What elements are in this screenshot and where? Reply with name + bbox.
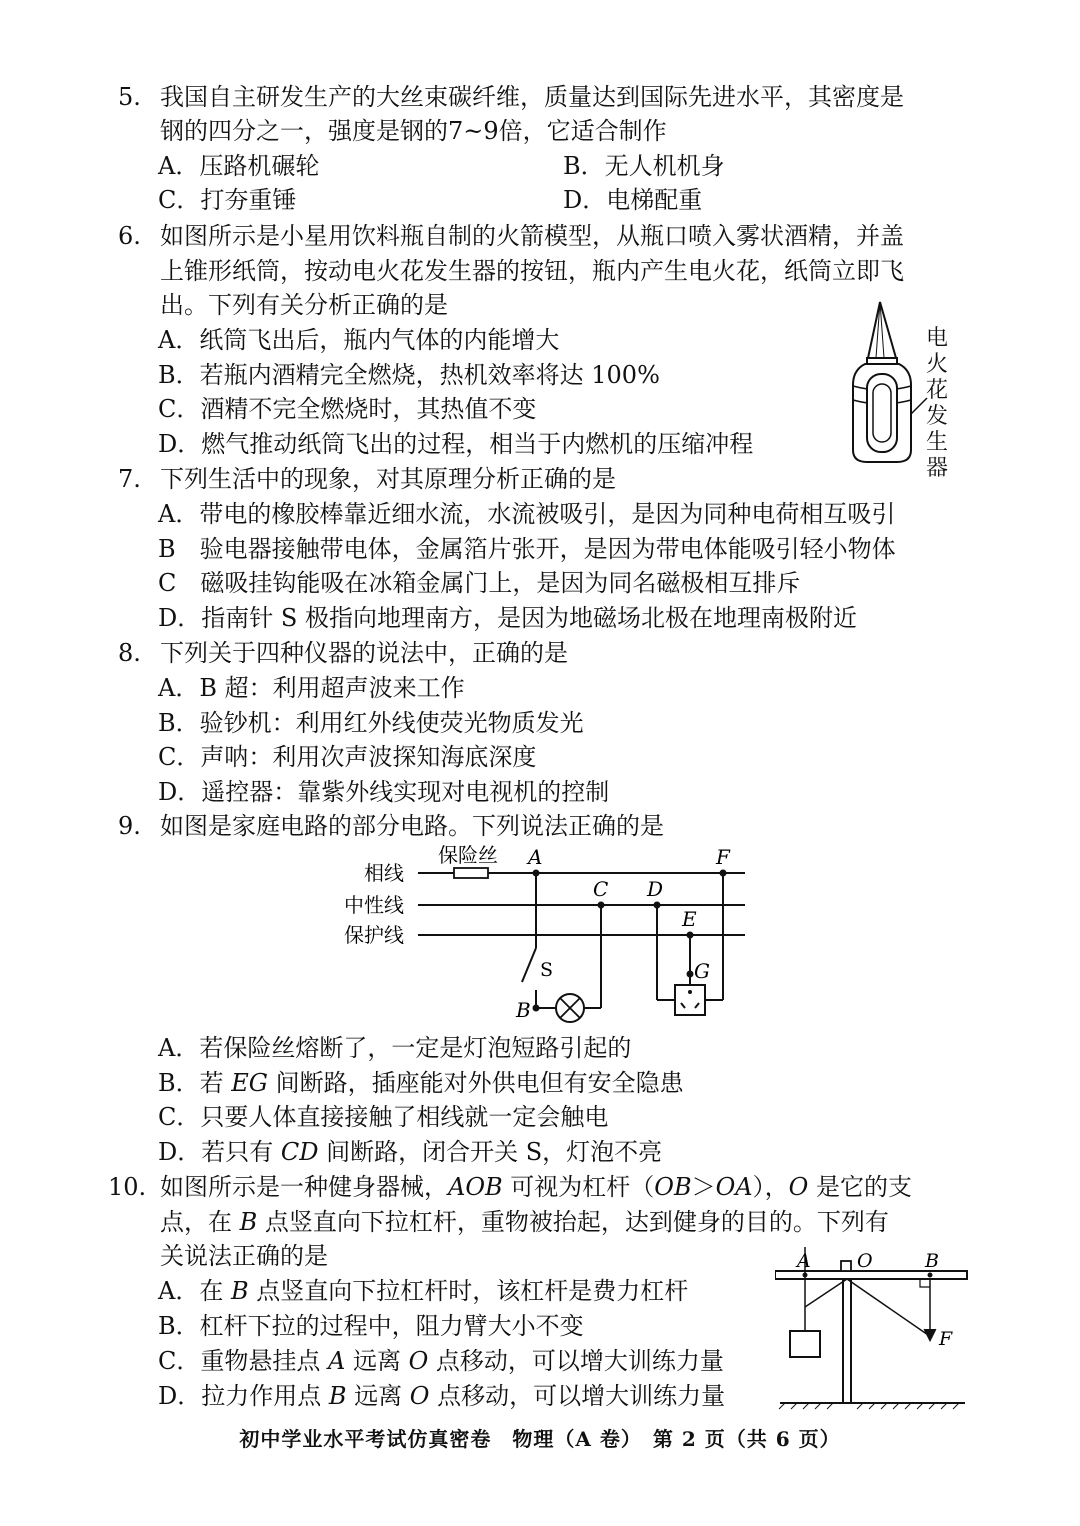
q6-stem-line1: 如图所示是小星用饮料瓶自制的火箭模型，从瓶口喷入雾状酒精，并盖 bbox=[160, 222, 904, 250]
spark-generator-label: 电火花发生器 bbox=[926, 326, 949, 481]
q9-option-b: B．若 EG 间断路，插座能对外供电但有安全隐患 bbox=[158, 1069, 684, 1097]
q6-stem-line3: 出。下列有关分析正确的是 bbox=[160, 291, 448, 319]
socket-icon bbox=[675, 985, 705, 1015]
q9-number: 9. bbox=[118, 812, 141, 840]
lever-point-b-label: B bbox=[925, 1250, 939, 1272]
q8-stem: 下列关于四种仪器的说法中，正确的是 bbox=[160, 639, 568, 667]
q10-option-b: B．杠杆下拉的过程中，阻力臂大小不变 bbox=[158, 1312, 584, 1340]
point-e-label: E bbox=[682, 907, 697, 931]
q10-option-d: D．拉力作用点 B 远离 O 点移动，可以增大训练力量 bbox=[158, 1382, 726, 1410]
q6-option-b: B．若瓶内酒精完全燃烧，热机效率将达 100% bbox=[158, 361, 660, 389]
q9-stem: 如图是家庭电路的部分电路。下列说法正确的是 bbox=[160, 812, 664, 840]
point-f-label: F bbox=[716, 845, 730, 869]
q10-stem-line3: 关说法正确的是 bbox=[160, 1242, 328, 1270]
q7-option-b: B 验电器接触带电体，金属箔片张开，是因为带电体能吸引轻小物体 bbox=[158, 535, 896, 563]
q5-option-b: B．无人机机身 bbox=[563, 152, 725, 180]
lever-fitness-figure bbox=[775, 1245, 975, 1410]
point-a-label: A bbox=[528, 845, 543, 869]
q9-option-a: A．若保险丝熔断了，一定是灯泡短路引起的 bbox=[158, 1034, 632, 1062]
q8-number: 8. bbox=[118, 639, 141, 667]
q5-option-a: A．压路机碾轮 bbox=[158, 152, 320, 180]
q7-option-c: C 磁吸挂钩能吸在冰箱金属门上，是因为同名磁极相互排斥 bbox=[158, 569, 801, 597]
fuse-label: 保险丝 bbox=[438, 843, 498, 867]
q5-stem-line1: 我国自主研发生产的大丝束碳纤维，质量达到国际先进水平，其密度是 bbox=[160, 83, 904, 111]
q5-option-c: C．打夯重锤 bbox=[158, 186, 297, 214]
q10-option-c: C．重物悬挂点 A 远离 O 点移动，可以增大训练力量 bbox=[158, 1347, 724, 1375]
point-c-label: C bbox=[593, 877, 609, 901]
point-b-label: B bbox=[516, 998, 531, 1022]
lever-fulcrum-o-label: O bbox=[857, 1250, 873, 1272]
ground-wire-label: 保护线 bbox=[344, 923, 404, 947]
q7-option-d: D．指南针 S 极指向地理南方，是因为地磁场北极在地理南极附近 bbox=[158, 604, 857, 632]
switch-s-label: S bbox=[540, 959, 554, 981]
q5-stem-line2: 钢的四分之一，强度是钢的7~9倍，它适合制作 bbox=[160, 117, 667, 145]
q5-number: 5. bbox=[118, 83, 141, 111]
q6-stem-line2: 上锥形纸筒，按动电火花发生器的按钮，瓶内产生电火花，纸筒立即飞 bbox=[160, 257, 904, 285]
q7-option-a: A．带电的橡胶棒靠近细水流，水流被吸引，是因为同种电荷相互吸引 bbox=[158, 500, 896, 528]
lever-point-a-label: A bbox=[797, 1250, 811, 1272]
q6-number: 6. bbox=[118, 222, 141, 250]
q8-option-d: D．遥控器：靠紫外线实现对电视机的控制 bbox=[158, 778, 610, 806]
q10-option-a: A．在 B 点竖直向下拉杠杆时，该杠杆是费力杠杆 bbox=[158, 1277, 689, 1305]
q9-option-d: D．若只有 CD 间断路，闭合开关 S，灯泡不亮 bbox=[158, 1138, 663, 1166]
q5-option-d: D．电梯配重 bbox=[563, 186, 703, 214]
q7-stem: 下列生活中的现象，对其原理分析正确的是 bbox=[160, 465, 616, 493]
q10-number: 10. bbox=[108, 1173, 147, 1201]
q8-option-c: C．声呐：利用次声波探知海底深度 bbox=[158, 743, 537, 771]
household-circuit-figure bbox=[330, 840, 760, 1030]
q10-stem-line1: 如图所示是一种健身器械，AOB 可视为杠杆（OB＞OA），O 是它的支 bbox=[160, 1173, 912, 1201]
q8-option-b: B．验钞机：利用红外线使荧光物质发光 bbox=[158, 709, 584, 737]
point-d-label: D bbox=[647, 877, 664, 901]
q6-option-d: D．燃气推动纸筒飞出的过程，相当于内燃机的压缩冲程 bbox=[158, 430, 754, 458]
neutral-wire-label: 中性线 bbox=[344, 893, 404, 917]
weight-block bbox=[790, 1331, 820, 1357]
q8-option-a: A．B 超：利用超声波来工作 bbox=[158, 674, 465, 702]
q10-stem-line2: 点，在 B 点竖直向下拉杠杆，重物被抬起，达到健身的目的。下列有 bbox=[160, 1208, 889, 1236]
q7-number: 7. bbox=[118, 465, 141, 493]
live-wire-label: 相线 bbox=[364, 861, 404, 885]
page-footer: 初中学业水平考试仿真密卷 物理（A 卷） 第 2 页（共 6 页） bbox=[239, 1427, 841, 1451]
q6-option-a: A．纸筒飞出后，瓶内气体的内能增大 bbox=[158, 326, 560, 354]
q6-option-c: C．酒精不完全燃烧时，其热值不变 bbox=[158, 395, 537, 423]
force-f-label: F bbox=[939, 1328, 953, 1350]
q9-option-c: C．只要人体直接接触了相线就一定会触电 bbox=[158, 1103, 609, 1131]
point-g-label: G bbox=[694, 959, 710, 983]
